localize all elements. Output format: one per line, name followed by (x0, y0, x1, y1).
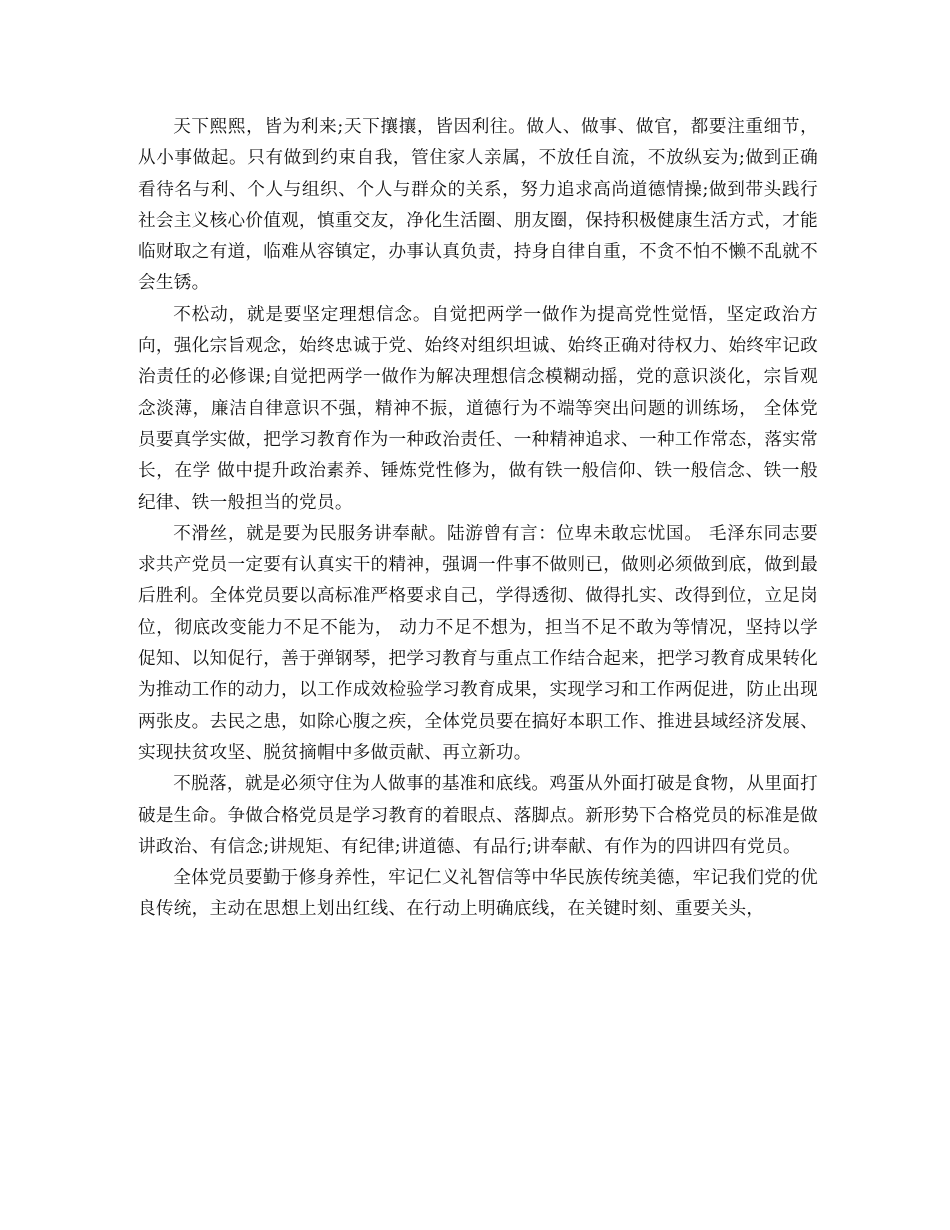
document-page (138, 112, 818, 926)
paragraph-2: 不松动，就是要坚定理想信念。自觉把两学一做作为提高党性觉悟，坚定政治方向，强化宗旨观念，始终忠诚于党、始终对组织坦诚、始终正确对待权力、始终牢记政治责任的必修课;自觉把两学一做作为解决理想信念模糊动摇，党的意识淡化，宗旨观念淡薄，廉洁自律意识不强，精神不振，道德行为不端等突出问题的训练场， 全体党员要真学实做，把学习教育作为一种政治责任、一种精神追求、一种工作常态，落实常长，在学 做中提升政治素养、锤炼党性修为，做有铁一般信仰、铁一般信念、铁一般纪律、铁一般担当的党员。 (138, 304, 818, 513)
paragraph-3: 不滑丝，就是要为民服务讲奉献。陆游曾有言：位卑未敢忘忧国。 毛泽东同志要求共产党员一定要有认真实干的精神，强调一件事不做则已，做则必须做到底，做到最后胜利。全体党员要以高标准严格要求自己，学得透彻、做得扎实、改得到位，立足岗位，彻底改变能力不足不能为， 动力不足不想为，担当不足不敢为等情况，坚持以学促知、以知促行，善于弹钢琴，把学习教育与重点工作结合起来，把学习教育成果转化为推动工作的动力，以工作成效检验学习教育成果，实现学习和工作两促进，防止出现两张皮。去民之患，如除心腹之疾，全体党员要在搞好本职工作、推进县域经济发展、实现扶贫攻坚、脱贫摘帽中多做贡献、再立新功。 (138, 523, 818, 763)
paragraph-4: 不脱落，就是必须守住为人做事的基准和底线。鸡蛋从外面打破是食物，从里面打破是生命。争做合格党员是学习教育的着眼点、落脚点。新形势下合格党员的标准是做讲政治、有信念;讲规矩、有纪律;讲道德、有品行;讲奉献、有作为的四讲四有党员。 (138, 774, 818, 857)
paragraph-1: 天下熙熙，皆为利来;天下攘攘，皆因利往。做人、做事、做官，都要注重细节，从小事做起。只有做到约束自我，管住家人亲属，不放任自流，不放纵妄为;做到正确看待名与利、个人与组织、个人与群众的关系，努力追求高尚道德情操;做到带头践行社会主义核心价值观，慎重交友，净化生活圈、朋友圈，保持积极健康生活方式，才能临财取之有道，临难从容镇定，办事认真负责，持身自律自重，不贪不怕不懒不乱就不会生锈。 (138, 117, 818, 294)
paragraph-5: 全体党员要勤于修身养性，牢记仁义礼智信等中华民族传统美德，牢记我们党的优良传统，主动在思想上划出红线、在行动上明确底线，在关键时刻、重要关头， (138, 868, 818, 920)
